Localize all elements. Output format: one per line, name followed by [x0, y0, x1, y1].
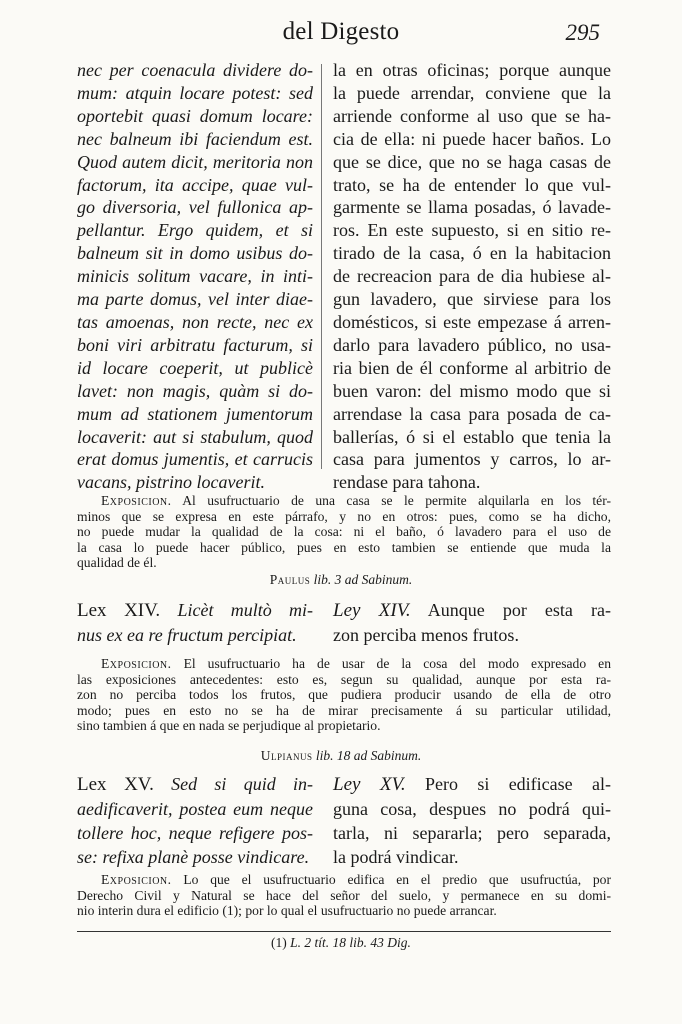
- exposicion-line: Derecho Civil y Natural se hace del señor del suelo, y permanece en su domi-: [77, 887, 611, 903]
- lex-line: [333, 598, 611, 623]
- exposicion-line: zon no perciba todos los frutos, que pudiera producir usando de ella de otro: [77, 687, 611, 703]
- exposicion-line: no puede mudar la qualidad de la cosa: ni el baño, ó lavadero para el uso de: [77, 524, 611, 540]
- lex-line: tarla, ni separarla; pero separada,: [333, 823, 611, 843]
- lex-line: zon perciba menos frutos.: [333, 625, 519, 645]
- spanish-text-column: [333, 59, 611, 494]
- exposicion-label: Exposicion.: [101, 493, 172, 508]
- lex-text: Aunque por esta ra-: [427, 600, 611, 620]
- spanish-line: la puede arrendar, conviene que la: [333, 82, 611, 103]
- running-header: del Digesto: [282, 18, 400, 45]
- lex-label: Lex XV.: [77, 774, 154, 795]
- latin-line: nec per coenacula dividere do-: [77, 60, 313, 80]
- spanish-line: garmente se llama posadas, ó lavade-: [333, 197, 611, 218]
- latin-line: vacans, pistrino locaverit.: [77, 472, 265, 493]
- exposicion-paragraph-1: [77, 493, 611, 571]
- latin-line: Quod autem dicit, meritoria non: [77, 151, 313, 172]
- exposicion-label: Exposicion.: [101, 656, 172, 671]
- spanish-line: cia de ella: ni puede hacer baños. Lo: [333, 128, 611, 149]
- lex-line: guna cosa, despues no podrá qui-: [333, 799, 611, 819]
- latin-text-column: [77, 59, 313, 494]
- spanish-line: casa para jumentos y carros, lo ar-: [333, 449, 611, 470]
- latin-line: erat domus jumentis, et carrucis: [77, 449, 313, 470]
- lex-label: Ley XV.: [333, 774, 406, 795]
- spanish-line: ros. En este supuesto, si en sitio re-: [333, 220, 611, 241]
- lex-line: se: refixa planè posse vindicare.: [77, 847, 310, 867]
- lex-line: tollere hoc, neque refigere pos-: [77, 823, 313, 843]
- spanish-line: de recreacion para de dia hubiese al-: [333, 266, 611, 287]
- lex-line: la podrá vindicar.: [333, 847, 459, 867]
- latin-line: balneum sit in domo usibus do-: [77, 243, 313, 264]
- spanish-line: que se dice, que no se haga casas de: [333, 151, 611, 172]
- latin-line: pellantur. Ergo quidem, et si: [77, 220, 313, 241]
- latin-line: locaverit: aut si stabulum, quod: [77, 426, 313, 447]
- exposicion-line: nio interin dura el edificio (1); por lo qual el usufructuario no puede arrancar.: [77, 903, 497, 919]
- latin-line: tas amoenas, non recte, nec ex: [77, 311, 313, 332]
- latin-line: factorum, ita accipe, quae vul-: [77, 174, 313, 195]
- lex-15-latin: [77, 772, 313, 869]
- footnote-marker: (1): [271, 935, 287, 950]
- exposicion-line: [77, 656, 611, 672]
- latin-line: nec balneum ibi faciendum est.: [77, 128, 313, 149]
- spanish-line: gun lavadero, que sirviese para los: [333, 289, 611, 310]
- exposicion-line: qualidad de él.: [77, 555, 157, 571]
- spanish-line: darlo para lavadero público, no usa-: [333, 334, 611, 355]
- exposicion-text: Lo que el usufructuario edifica en el predio que usufructúa, por: [171, 872, 611, 887]
- exposicion-line: [77, 493, 611, 509]
- latin-line: id locare coeperit, ut publicè: [77, 357, 313, 378]
- exposicion-text: Al usufructuario de una casa se le permite alquilarla en los tér-: [171, 493, 611, 508]
- spanish-line: la en otras oficinas; porque aunque: [333, 60, 611, 80]
- lex-text: Pero si edificase al-: [424, 774, 612, 794]
- source-reference: lib. 3 ad Sabinum.: [313, 572, 413, 587]
- spanish-line: arrendase la casa para posada de ca-: [333, 403, 611, 424]
- footnote-rule: [77, 931, 611, 932]
- lex-line: aedificaverit, postea eum neque: [77, 799, 313, 819]
- lex-text: Sed si quid in-: [171, 774, 313, 794]
- spanish-line: ballerías, ó si el establo que tenia la: [333, 426, 611, 447]
- latin-line: mum ad stationem jumentorum: [77, 403, 313, 424]
- exposicion-paragraph-3: [77, 872, 611, 919]
- lex-line: [333, 772, 611, 797]
- exposicion-line: modo; pues en esto no se ha de mirar precisamente á su particular utilidad,: [77, 702, 611, 718]
- lex-14-spanish: [333, 598, 611, 647]
- page-number: 295: [565, 20, 600, 45]
- lex-line: nus ex ea re fructum percipiat.: [77, 625, 297, 645]
- source-author: Paulus: [269, 572, 311, 587]
- lex-text: Licèt multò mi-: [177, 600, 314, 620]
- spanish-line: arriende conforme al uso que se ha-: [333, 105, 611, 126]
- lex-label: Ley XIV.: [333, 600, 411, 621]
- lex-14-latin: [77, 598, 313, 647]
- footnote: [0, 935, 682, 951]
- exposicion-paragraph-2: [77, 656, 611, 734]
- exposicion-label: Exposicion.: [101, 872, 172, 887]
- latin-line: minicis solitum vacare, in inti-: [77, 266, 313, 287]
- source-citation-2: [0, 748, 682, 764]
- source-reference: lib. 18 ad Sabinum.: [315, 748, 422, 763]
- exposicion-line: minos que se expresa en este párrafo, y no en otros: pues, como se ha dicho,: [77, 508, 611, 524]
- column-divider: [321, 64, 322, 469]
- footnote-reference: L. 2 tít. 18 lib. 43 Dig.: [290, 935, 411, 950]
- latin-line: lavet: non magis, quàm si do-: [77, 380, 313, 401]
- latin-line: go diversoria, vel fullonica ap-: [77, 197, 313, 218]
- latin-line: oportebit quasi domum locare:: [77, 105, 313, 126]
- spanish-line: ria bien de él conforme al arbitrio de: [333, 357, 611, 378]
- lex-15-spanish: [333, 772, 611, 869]
- spanish-line: domésticos, si este empezase á arren-: [333, 311, 611, 332]
- spanish-line: trato, se ha de entender lo que vul-: [333, 174, 611, 195]
- lex-line: [77, 598, 313, 623]
- latin-line: mum: atquin locare potest: sed: [77, 82, 313, 103]
- lex-label: Lex XIV.: [77, 600, 161, 621]
- spanish-line: buen varon: del mismo modo que si: [333, 380, 611, 401]
- exposicion-text: El usufructuario ha de usar de la cosa del modo expresado en: [171, 656, 611, 671]
- exposicion-line: las exposiciones antecedentes: esto es, segun su qualidad, aunque por esta ra-: [77, 671, 611, 687]
- lex-line: [77, 772, 313, 797]
- latin-line: ma parte domus, vel inter diae-: [77, 289, 313, 310]
- exposicion-line: sino tambien á que en nada se perjudique al propietario.: [77, 718, 381, 734]
- exposicion-line: [77, 872, 611, 888]
- source-citation-1: [0, 572, 682, 588]
- spanish-line: tirado de la casa, ó en la habitacion: [333, 243, 611, 264]
- spanish-line: rendase para tahona.: [333, 472, 481, 493]
- source-author: Ulpianus: [260, 748, 313, 763]
- latin-line: boni viri arbitratu facturum, si: [77, 334, 313, 355]
- exposicion-line: la casa lo puede hacer público, pues en esto tambien se entiende que muda la: [77, 539, 611, 555]
